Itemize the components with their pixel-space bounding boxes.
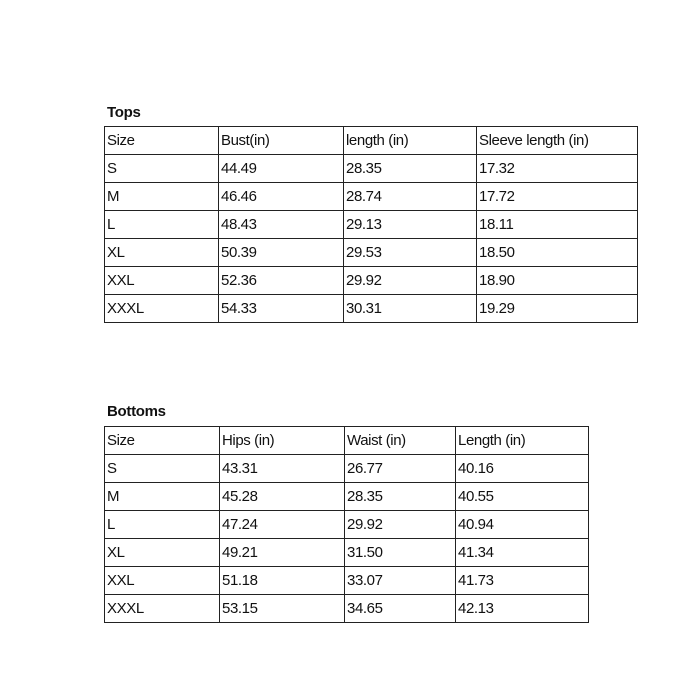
table-row <box>105 267 638 295</box>
measurement-cell: 51.18 <box>220 567 345 595</box>
measurement-cell: 40.94 <box>456 511 589 539</box>
measurement-cell: 28.74 <box>344 183 477 211</box>
measurement-cell: 28.35 <box>344 155 477 183</box>
measurement-cell: 26.77 <box>345 455 456 483</box>
measurement-cell: 17.72 <box>477 183 638 211</box>
bottoms-size-table <box>104 426 589 623</box>
table-row <box>105 483 589 511</box>
column-header: Sleeve length (in) <box>477 127 638 155</box>
table-row <box>105 183 638 211</box>
size-cell: XXXL <box>105 595 220 623</box>
measurement-cell: 28.35 <box>345 483 456 511</box>
measurement-cell: 18.90 <box>477 267 638 295</box>
table-row <box>105 211 638 239</box>
measurement-cell: 48.43 <box>219 211 344 239</box>
size-cell: XXXL <box>105 295 219 323</box>
measurement-cell: 29.53 <box>344 239 477 267</box>
table-row <box>105 567 589 595</box>
measurement-cell: 53.15 <box>220 595 345 623</box>
size-cell: L <box>105 511 220 539</box>
measurement-cell: 52.36 <box>219 267 344 295</box>
measurement-cell: 42.13 <box>456 595 589 623</box>
column-header: Size <box>105 427 220 455</box>
table-header-row <box>105 127 638 155</box>
column-header: Length (in) <box>456 427 589 455</box>
size-cell: S <box>105 155 219 183</box>
measurement-cell: 34.65 <box>345 595 456 623</box>
measurement-cell: 47.24 <box>220 511 345 539</box>
measurement-cell: 30.31 <box>344 295 477 323</box>
size-cell: XXL <box>105 567 220 595</box>
measurement-cell: 50.39 <box>219 239 344 267</box>
measurement-cell: 29.13 <box>344 211 477 239</box>
measurement-cell: 18.50 <box>477 239 638 267</box>
table-row <box>105 239 638 267</box>
table-row <box>105 155 638 183</box>
size-cell: M <box>105 183 219 211</box>
measurement-cell: 43.31 <box>220 455 345 483</box>
tops-size-table <box>104 126 638 323</box>
column-header: Waist (in) <box>345 427 456 455</box>
table-row <box>105 539 589 567</box>
measurement-cell: 41.34 <box>456 539 589 567</box>
measurement-cell: 54.33 <box>219 295 344 323</box>
column-header: Hips (in) <box>220 427 345 455</box>
measurement-cell: 40.16 <box>456 455 589 483</box>
measurement-cell: 33.07 <box>345 567 456 595</box>
table-row <box>105 295 638 323</box>
size-cell: L <box>105 211 219 239</box>
measurement-cell: 19.29 <box>477 295 638 323</box>
measurement-cell: 41.73 <box>456 567 589 595</box>
size-cell: XL <box>105 539 220 567</box>
table-row <box>105 511 589 539</box>
measurement-cell: 49.21 <box>220 539 345 567</box>
measurement-cell: 40.55 <box>456 483 589 511</box>
table-header-row <box>105 427 589 455</box>
column-header: length (in) <box>344 127 477 155</box>
tops-section-title: Tops <box>107 104 141 121</box>
measurement-cell: 17.32 <box>477 155 638 183</box>
measurement-cell: 18.11 <box>477 211 638 239</box>
table-row <box>105 595 589 623</box>
column-header: Bust(in) <box>219 127 344 155</box>
column-header: Size <box>105 127 219 155</box>
measurement-cell: 45.28 <box>220 483 345 511</box>
measurement-cell: 46.46 <box>219 183 344 211</box>
table-row <box>105 455 589 483</box>
size-cell: XL <box>105 239 219 267</box>
measurement-cell: 29.92 <box>345 511 456 539</box>
measurement-cell: 29.92 <box>344 267 477 295</box>
bottoms-section-title: Bottoms <box>107 403 166 420</box>
measurement-cell: 44.49 <box>219 155 344 183</box>
size-cell: M <box>105 483 220 511</box>
size-cell: XXL <box>105 267 219 295</box>
size-cell: S <box>105 455 220 483</box>
measurement-cell: 31.50 <box>345 539 456 567</box>
